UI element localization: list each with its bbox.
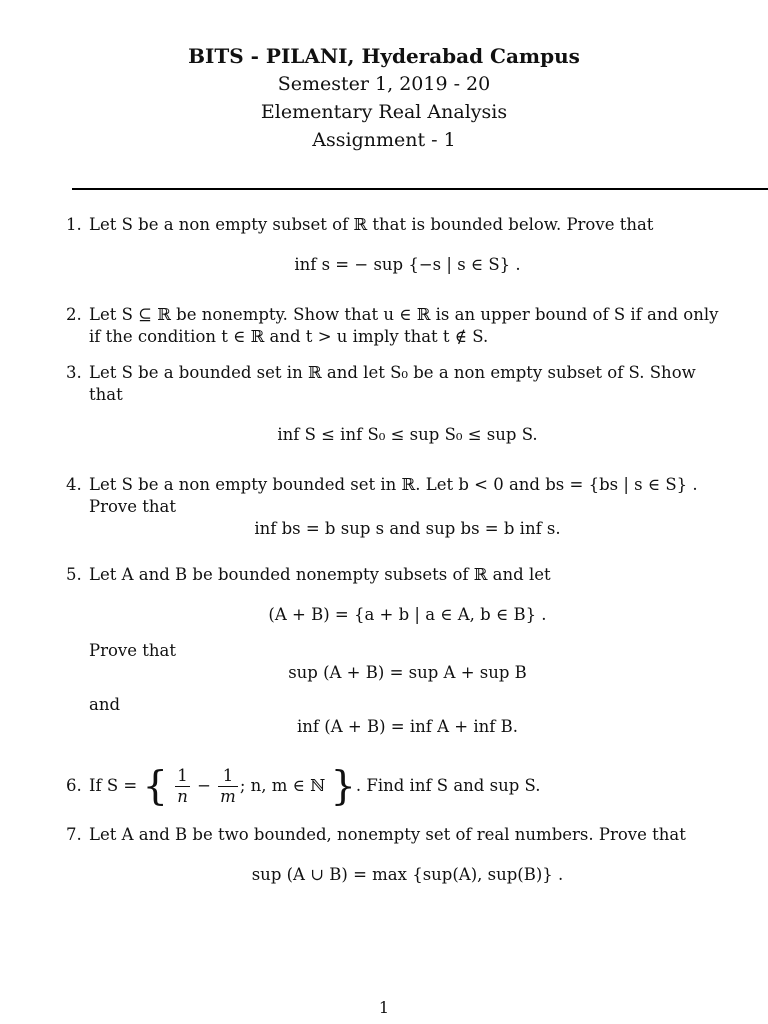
problem-text: Let S be a bounded set in ℝ and let S₀ be a non empty subset of S. Show that [89,363,696,404]
display-equation: sup (A ∪ B) = max {sup(A), sup(B)} . [251,865,564,884]
page-number: 1 [378,998,390,1017]
minus-sign: − [197,776,211,795]
problem-number: 1. [66,215,82,234]
left-brace: { [142,763,168,810]
problem-number: 6. [66,776,82,795]
problem-6 [66,762,726,810]
fraction-denominator: m [220,787,236,806]
display-equation: inf s = − sup {−s | s ∈ S} . [294,255,521,274]
problem-number: 5. [66,565,82,584]
problem-text: Let A and B be two bounded, nonempty set of real numbers. Prove that [89,825,686,844]
problem-2 [66,304,726,348]
problem-4 [66,474,726,550]
problem-number: 2. [66,305,82,324]
problem-7 [66,824,726,900]
header-rule [72,188,768,190]
problem-3 [66,362,726,460]
right-brace: } [330,763,356,810]
assignment-title: Assignment - 1 [312,129,456,151]
display-equation: inf bs = b sup s and sup bs = b inf s. [254,519,561,538]
fraction-one-over-m [218,766,238,807]
set-suffix: . Find inf S and sup S. [355,776,541,795]
semester-line: Semester 1, 2019 - 20 [277,73,491,95]
problem-text: Let S ⊆ ℝ be nonempty. Show that u ∈ ℝ is an upper bound of S if and only if the condition t ∈ ℝ and t > u imply that t ∉ S. [89,305,719,346]
institution-title: BITS - PILANI, Hyderabad Campus [188,44,580,68]
fraction-one-over-n [175,766,190,807]
set-condition: ; n, m ∈ ℕ [239,776,326,795]
problem-number: 3. [66,363,82,382]
problem-number: 7. [66,825,82,844]
display-equation-inf: inf (A + B) = inf A + inf B. [297,717,518,736]
fraction-numerator: 1 [218,766,238,787]
fraction-denominator: n [177,787,188,806]
problem-5 [66,564,726,748]
problem-list [66,214,726,914]
problem-text: Let S be a non empty subset of ℝ that is bounded below. Prove that [89,215,654,234]
display-equation: (A + B) = {a + b | a ∈ A, b ∈ B} . [268,605,547,624]
fraction-numerator: 1 [175,766,190,787]
problem-text-prove: Prove that [89,641,176,660]
problem-text: Let S be a non empty bounded set in ℝ. Let b < 0 and bs = {bs | s ∈ S} . Prove that [89,475,698,516]
problem-text: Let A and B be bounded nonempty subsets of ℝ and let [89,565,551,584]
problem-text-and: and [89,695,121,714]
document-header [0,42,768,154]
problem-number: 4. [66,475,82,494]
display-equation-sup: sup (A + B) = sup A + sup B [288,663,527,682]
problem-1 [66,214,726,290]
set-prefix: If S = [89,776,138,795]
course-title: Elementary Real Analysis [260,101,508,123]
display-equation: inf S ≤ inf S₀ ≤ sup S₀ ≤ sup S. [277,425,538,444]
